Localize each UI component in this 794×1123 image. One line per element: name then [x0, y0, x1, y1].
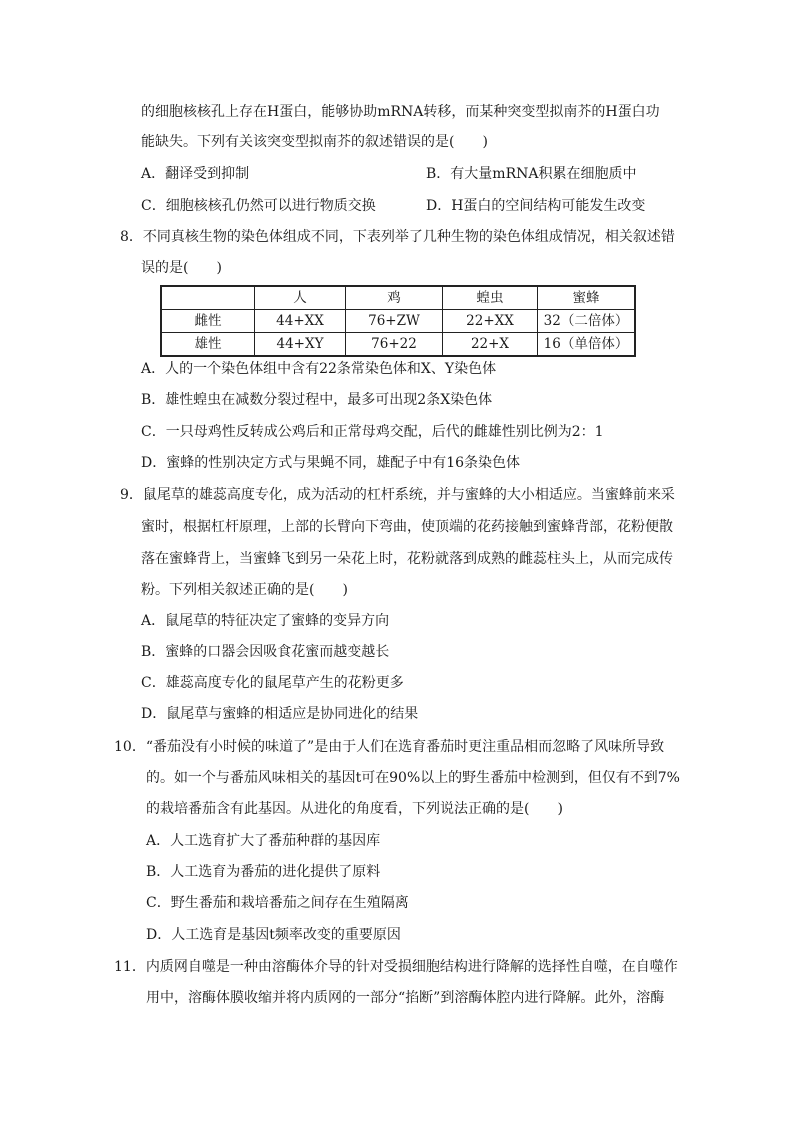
- q11-stem-line-2: 用中，溶酶体膜收缩并将内质网的一部分“掐断”到溶酶体腔内进行降解。此外，溶酶: [146, 990, 665, 1006]
- table-header-row: [161, 286, 635, 310]
- chromosome-table: [160, 285, 636, 357]
- table-cell: 32（二倍体）: [538, 310, 636, 333]
- table-cell: 44+XX: [255, 310, 346, 333]
- table-cell: 76+ZW: [346, 310, 443, 333]
- table-cell: 16（单倍体）: [538, 333, 636, 357]
- q7-option-d: D．H蛋白的空间结构可能发生改变: [426, 198, 646, 214]
- q10-option-a: A．人工选育扩大了番茄种群的基因库: [146, 833, 381, 849]
- q7-option-b: B．有大量mRNA积累在细胞质中: [426, 166, 637, 182]
- q11-stem-line-1: 11．内质网自噬是一种由溶酶体介导的针对受损细胞结构进行降解的选择性自噬，在自噬作: [114, 959, 678, 975]
- table-header-cell: [161, 286, 255, 310]
- table-cell: 22+XX: [443, 310, 538, 333]
- q10-option-b: B．人工选育为番茄的进化提供了原料: [146, 864, 381, 880]
- q9-option-d: D．鼠尾草与蜜蜂的相适应是协同进化的结果: [141, 706, 419, 722]
- q8-stem-line-2: 误的是( ): [141, 260, 222, 276]
- q10-option-d: D．人工选育是基因t频率改变的重要原因: [146, 927, 401, 943]
- q8-option-c: C．一只母鸡性反转成公鸡后和正常母鸡交配，后代的雌雄性别比例为2：1: [141, 424, 604, 440]
- table-header-cell: 蝗虫: [443, 286, 538, 310]
- table-row: [161, 310, 635, 333]
- q7-option-c: C．细胞核核孔仍然可以进行物质交换: [141, 198, 376, 214]
- q9-option-a: A．鼠尾草的特征决定了蜜蜂的变异方向: [141, 613, 390, 629]
- q7-stem-line-1: 的细胞核核孔上存在H蛋白，能够协助mRNA转移，而某种突变型拟南芥的H蛋白功: [141, 104, 660, 120]
- q9-stem-line-1: 9．鼠尾草的雄蕊高度专化，成为活动的杠杆系统，并与蜜蜂的大小相适应。当蜜蜂前来采: [120, 487, 675, 503]
- table-cell: 76+22: [346, 333, 443, 357]
- table-cell: 雄性: [161, 333, 255, 357]
- table-cell: 22+X: [443, 333, 538, 357]
- q7-stem-line-2: 能缺失。下列有关该突变型拟南芥的叙述错误的是( ): [141, 134, 488, 150]
- q9-stem-line-3: 落在蜜蜂背上，当蜜蜂飞到另一朵花上时，花粉就落到成熟的雌蕊柱头上，从而完成传: [141, 551, 673, 567]
- q10-stem-line-3: 的栽培番茄含有此基因。从进化的角度看，下列说法正确的是( ): [146, 801, 563, 817]
- table-row: [161, 333, 635, 357]
- q9-stem-line-2: 蜜时，根据杠杆原理，上部的长臂向下弯曲，使顶端的花药接触到蜜蜂背部，花粉便散: [141, 519, 673, 535]
- q8-option-a: A．人的一个染色体组中含有22条常染色体和X、Y染色体: [141, 361, 497, 377]
- table-header-cell: 蜜蜂: [538, 286, 636, 310]
- table-cell: 44+XY: [255, 333, 346, 357]
- q9-stem-line-4: 粉。下列相关叙述正确的是( ): [141, 582, 348, 598]
- q8-option-b: B．雄性蝗虫在减数分裂过程中，最多可出现2条X染色体: [141, 392, 493, 408]
- q7-option-a: A．翻译受到抑制: [141, 166, 250, 182]
- q8-option-d: D．蜜蜂的性别决定方式与果蝇不同，雄配子中有16条染色体: [141, 455, 521, 471]
- q10-option-c: C．野生番茄和栽培番茄之间存在生殖隔离: [146, 895, 409, 911]
- table-header-cell: 人: [255, 286, 346, 310]
- q10-stem-line-1: 10．“番茄没有小时候的味道了”是由于人们在选育番茄时更注重品相而忽略了风味所导致: [114, 739, 665, 755]
- table-header-cell: 鸡: [346, 286, 443, 310]
- q8-stem-line-1: 8．不同真核生物的染色体组成不同，下表列举了几种生物的染色体组成情况，相关叙述错: [120, 229, 675, 245]
- q10-stem-line-2: 的。如一个与番茄风味相关的基因t可在90%以上的野生番茄中检测到，但仅有不到7%: [146, 770, 680, 786]
- table-cell: 雌性: [161, 310, 255, 333]
- q9-option-b: B．蜜蜂的口器会因吸食花蜜而越变越长: [141, 644, 390, 660]
- q9-option-c: C．雄蕊高度专化的鼠尾草产生的花粉更多: [141, 675, 404, 691]
